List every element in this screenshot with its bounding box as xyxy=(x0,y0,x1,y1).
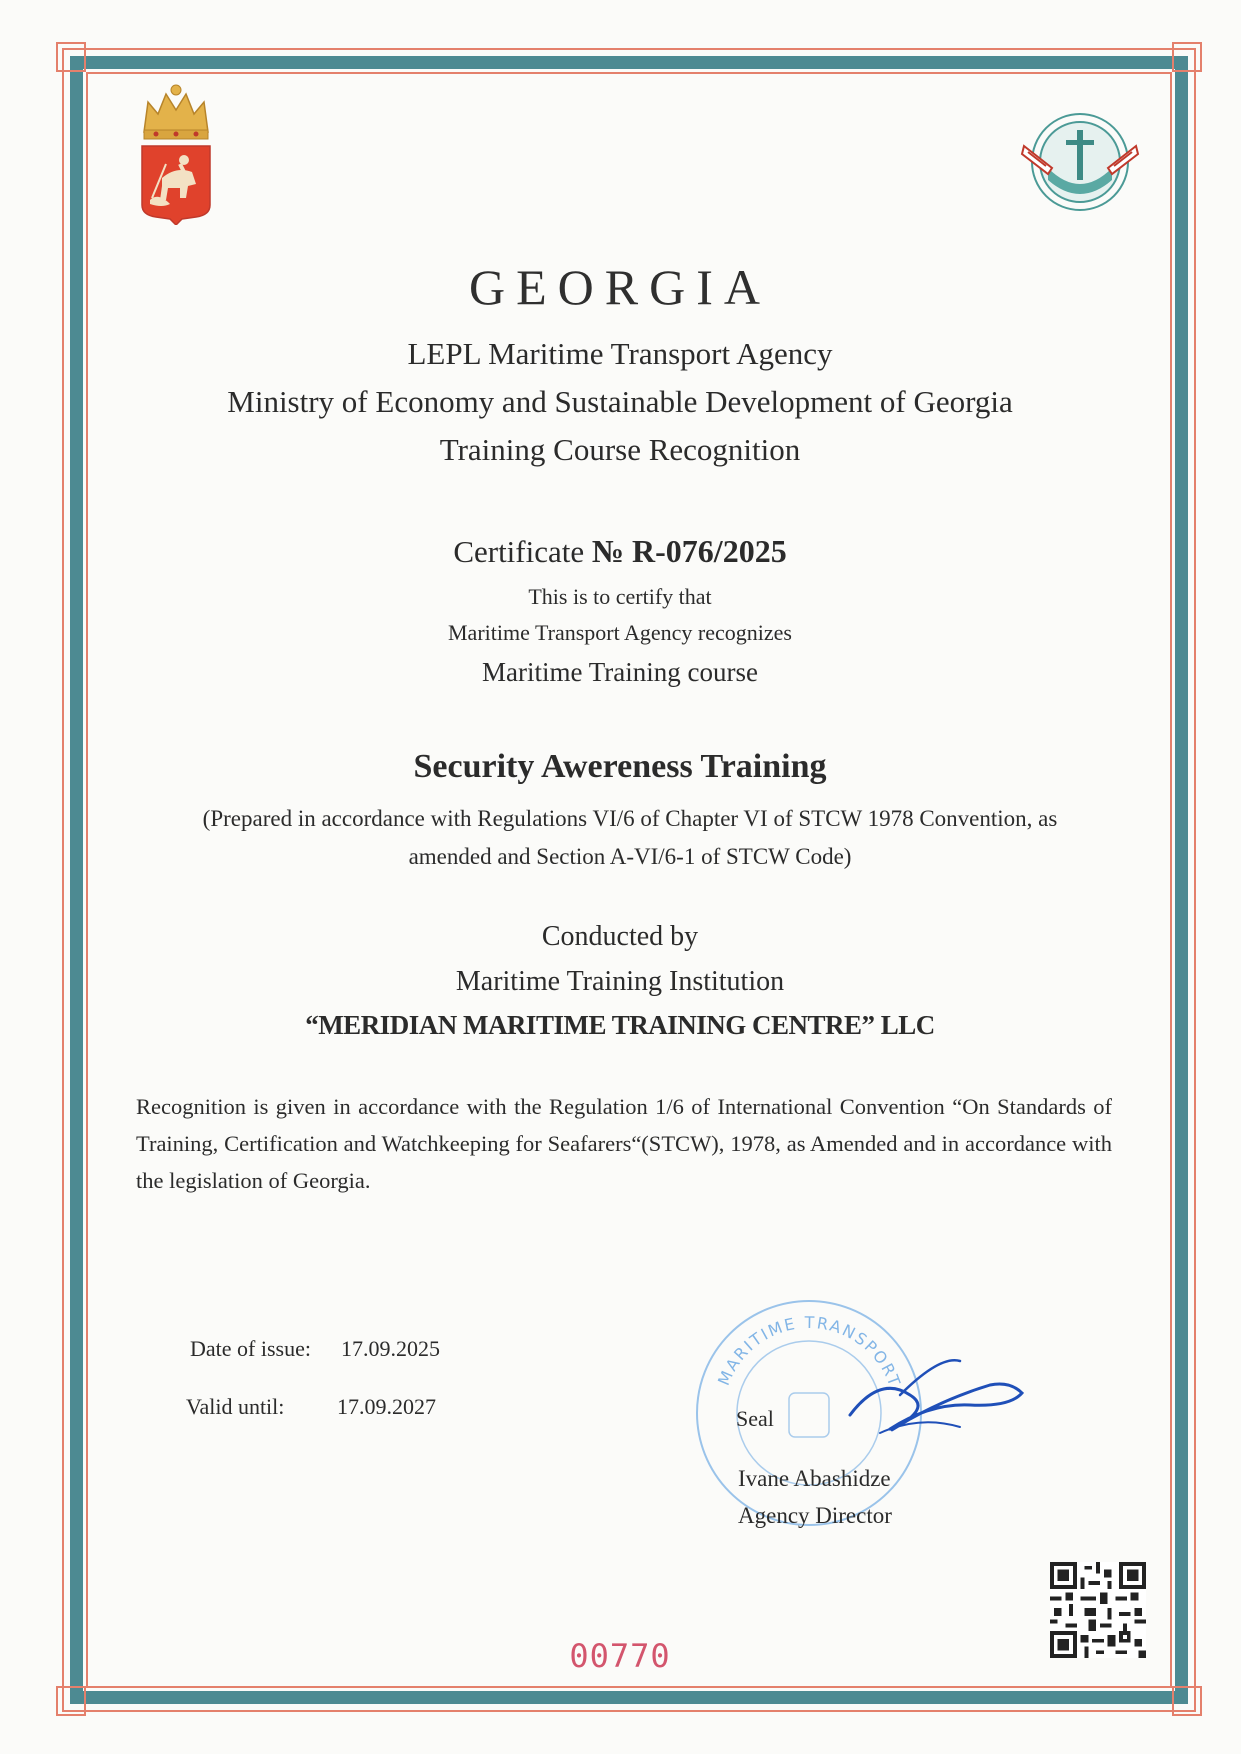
signer-title: Agency Director xyxy=(738,1503,892,1528)
certificate-number-line xyxy=(120,533,1120,570)
conducted-by-label: Conducted by xyxy=(541,921,699,952)
certificate-label: Certificate xyxy=(453,534,585,569)
course-title: Security Awereness Training xyxy=(413,748,827,785)
certify-line-2: Maritime Transport Agency recognizes xyxy=(448,620,792,645)
course-basis-line-1: (Prepared in accordance with Regulations VI/6 of Chapter VI of STCW 1978 Convention, as xyxy=(202,806,1058,831)
agency-name: LEPL Maritime Transport Agency xyxy=(407,336,833,371)
frame-corner-top-left xyxy=(56,42,86,72)
director-signature-icon xyxy=(840,1345,1030,1455)
country-heading: GEORGIA xyxy=(469,259,771,315)
certify-line-1: This is to certify that xyxy=(528,584,712,609)
course-type: Maritime Training course xyxy=(482,657,758,687)
qr-code-icon xyxy=(1050,1562,1146,1658)
frame-corner-bottom-right xyxy=(1172,1686,1202,1716)
seal-label: Seal xyxy=(736,1406,774,1431)
recognition-paragraph: Recognition is given in accordance with the Regulation 1/6 of International Convention “On Standards of Training, Certification and Watchkeeping for Seafarers“(STCW), 1978, as Amended and in accordance with the legislation of Georgia. xyxy=(136,1094,1112,1193)
ministry-name: Ministry of Economy and Sustainable Development of Georgia xyxy=(227,384,1013,419)
course-basis-line-2: amended and Section A-VI/6-1 of STCW Code) xyxy=(408,844,852,869)
signer-name: Ivane Abashidze xyxy=(738,1466,891,1491)
georgia-coat-of-arms-icon xyxy=(136,80,216,225)
maritime-transport-agency-emblem-icon xyxy=(1018,108,1142,218)
frame-corner-top-right xyxy=(1172,42,1202,72)
document-type: Training Course Recognition xyxy=(439,432,801,467)
institution-name: “MERIDIAN MARITIME TRAINING CENTRE” LLC xyxy=(305,1010,935,1040)
certificate-number: № R-076/2025 xyxy=(591,533,787,569)
serial-number: 00770 xyxy=(569,1637,671,1675)
frame-corner-bottom-left xyxy=(56,1686,86,1716)
institution-type: Maritime Training Institution xyxy=(455,966,785,997)
valid-until-value: 17.09.2027 xyxy=(337,1394,436,1419)
stamp-text: MARITIME TRANSPORT xyxy=(714,1312,905,1391)
valid-until-label: Valid until: xyxy=(186,1394,285,1419)
issue-date-label: Date of issue: xyxy=(190,1336,311,1361)
issue-date-value: 17.09.2025 xyxy=(341,1336,440,1361)
course-basis xyxy=(150,800,1110,876)
